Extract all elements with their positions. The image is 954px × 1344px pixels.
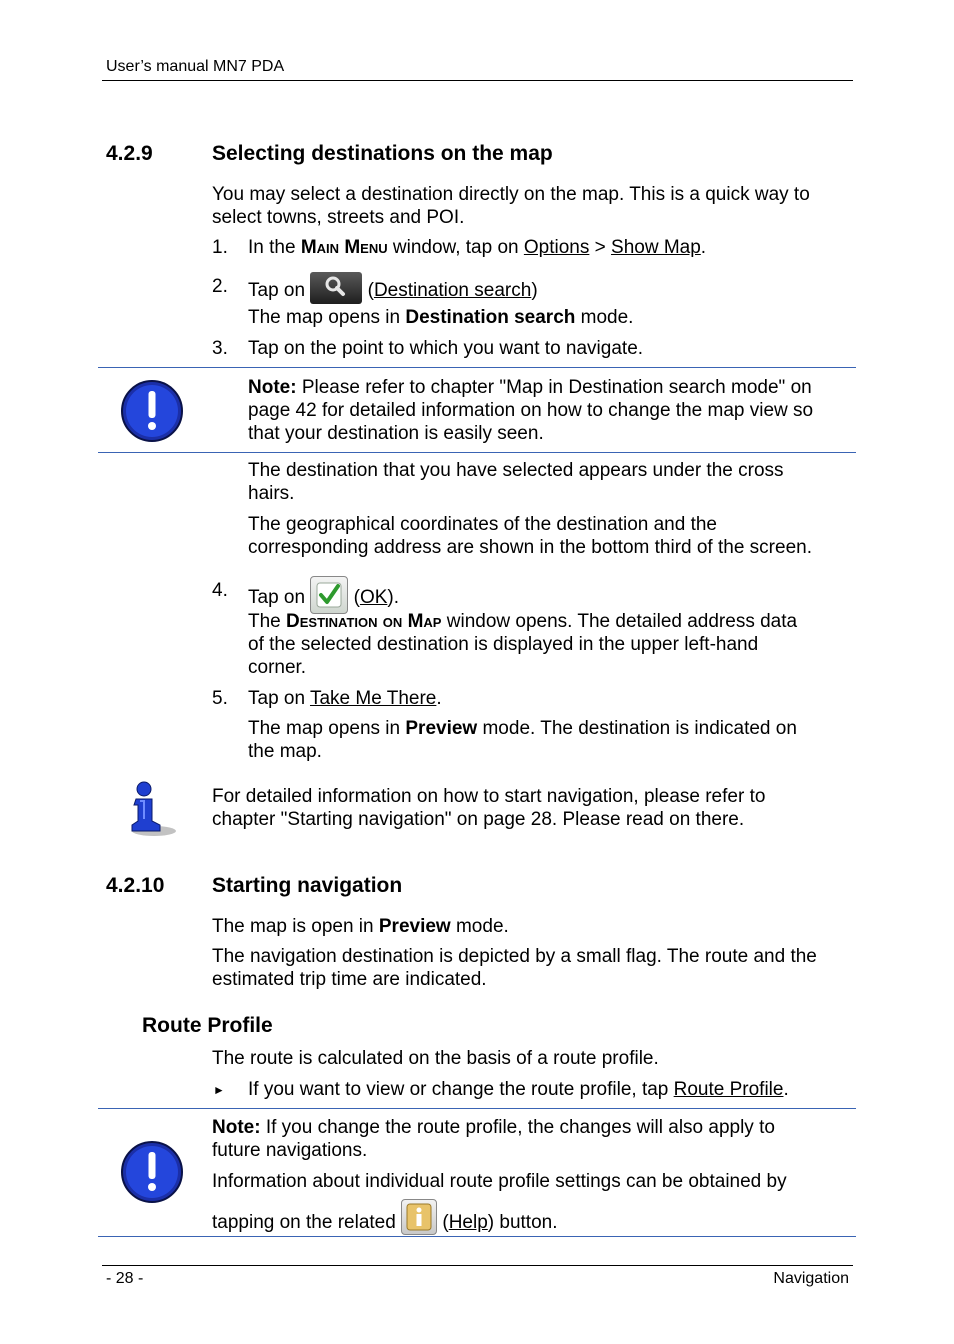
ok-link[interactable]: OK — [359, 587, 388, 609]
header-rule — [102, 80, 853, 81]
checkmark-icon — [311, 577, 347, 613]
step-1 — [248, 236, 706, 259]
destination-on-map-name: Destination on Map — [286, 611, 442, 632]
step-5-number: 5. — [212, 688, 228, 709]
step-1-end: . — [700, 237, 707, 258]
step-4-paren: ( — [348, 587, 360, 609]
note-2-icon — [120, 1140, 184, 1204]
step-3-number: 3. — [212, 338, 228, 359]
destination-search-button[interactable] — [310, 272, 362, 304]
take-me-there-link[interactable]: Take Me There — [309, 688, 437, 709]
step-4-result-end: window opens. The detailed address data — [441, 611, 798, 632]
help-button[interactable] — [401, 1199, 437, 1235]
note-2-line-4-end: ) button. — [487, 1212, 558, 1234]
step-1-text: In the — [248, 237, 301, 258]
bullet-arrow-icon: ► — [213, 1083, 225, 1097]
step-5-result-line-2: the map. — [248, 741, 322, 762]
step-4-paren-close: ). — [387, 587, 399, 609]
note-label: Note: — [248, 377, 297, 398]
step-4-text: Tap on — [248, 587, 311, 609]
exclamation-circle-icon — [120, 379, 184, 443]
section-title: Selecting destinations on the map — [212, 142, 553, 165]
note-1-line-3: that your destination is easily seen. — [248, 423, 544, 444]
starting-nav-para-2-line-1: The navigation destination is depicted by a small flag. The route and the — [212, 946, 817, 967]
step-2-result-end: mode. — [575, 307, 634, 328]
note-2-rule-top — [98, 1108, 856, 1109]
step-4-number: 4. — [212, 580, 228, 601]
preview-mode-2: Preview — [378, 916, 451, 937]
info-line-1: For detailed information on how to start navigation, please refer to — [212, 786, 766, 807]
step-2 — [248, 275, 538, 307]
step-2-result — [248, 306, 633, 329]
note-rule-top — [98, 367, 856, 368]
ok-button[interactable] — [310, 576, 348, 614]
intro-line-1: You may select a destination directly on the map. This is a quick way to — [212, 184, 810, 205]
step-2-paren-close: ) — [531, 280, 538, 302]
footer-section: Navigation — [773, 1270, 849, 1287]
step-5-result-end: mode. The destination is indicated on — [477, 718, 797, 739]
route-profile-link[interactable]: Route Profile — [673, 1079, 784, 1100]
step-4-result-line-2: of the selected destination is displayed in the upper left-hand — [248, 634, 759, 655]
step-1-text-mid: window, tap on — [387, 237, 524, 258]
page-number: - 28 - — [106, 1270, 144, 1287]
para-b-line-2: corresponding address are shown in the bottom third of the screen. — [248, 537, 812, 558]
para-b-line-1: The geographical coordinates of the destination and the — [248, 514, 717, 535]
route-profile-para: The route is calculated on the basis of a route profile. — [212, 1048, 659, 1069]
starting-nav-text: The map is open in — [212, 916, 379, 937]
section-number-2: 4.2.10 — [106, 874, 165, 897]
step-5-result-line-1 — [248, 717, 797, 740]
note-2-line-3: Information about individual route profile settings can be obtained by — [212, 1171, 787, 1192]
info-line-2: chapter "Starting navigation" on page 28. Please read on there. — [212, 809, 745, 830]
route-profile-bullet-end: . — [783, 1079, 789, 1100]
starting-nav-para-2-line-2: estimated trip time are indicated. — [212, 969, 487, 990]
note-1-line-2: page 42 for detailed information on how to change the map view so — [248, 400, 814, 421]
info-i-icon — [402, 1200, 436, 1234]
note-2-label: Note: — [212, 1117, 261, 1138]
note-2-rule-bottom — [98, 1236, 856, 1237]
step-5 — [248, 687, 442, 710]
help-link[interactable]: Help — [448, 1212, 488, 1234]
step-3-text: Tap on the point to which you want to navigate. — [248, 338, 644, 359]
step-1-number: 1. — [212, 237, 228, 258]
route-profile-bullet-text: If you want to view or change the route profile, tap — [248, 1079, 674, 1100]
step-5-end: . — [436, 688, 442, 709]
options-link[interactable]: Options — [523, 237, 590, 258]
starting-nav-text-end: mode. — [450, 916, 509, 937]
step-4-result-line-1 — [248, 610, 797, 633]
main-menu-name: Main Menu — [300, 237, 388, 258]
step-5-text: Tap on — [248, 688, 310, 709]
para-a-line-1: The destination that you have selected appears under the cross — [248, 460, 784, 481]
note-2-line-4-text: tapping on the related — [212, 1212, 402, 1234]
note-2-text: If you change the route profile, the changes will also apply to — [260, 1117, 775, 1138]
section-title-2: Starting navigation — [212, 874, 403, 897]
step-2-paren: ( — [362, 280, 374, 302]
step-2-text: Tap on — [248, 280, 311, 302]
step-2-result-text: The map opens in — [248, 307, 406, 328]
starting-nav-para-1 — [212, 915, 509, 938]
note-2-paren: ( — [437, 1212, 449, 1234]
show-map-link[interactable]: Show Map — [611, 237, 701, 258]
running-header: User’s manual MN7 PDA — [106, 58, 285, 75]
route-profile-bullet — [248, 1078, 789, 1101]
exclamation-circle-icon — [120, 1140, 184, 1204]
para-a-line-2: hairs. — [248, 483, 295, 504]
step-4-result-line-3: corner. — [248, 657, 307, 678]
destination-search-mode: Destination search — [405, 307, 576, 328]
note-1-text: Please refer to chapter "Map in Destination search mode" on — [296, 377, 812, 398]
info-figure-icon — [124, 781, 178, 839]
section-number: 4.2.9 — [106, 142, 153, 165]
note-rule-bottom — [98, 452, 856, 453]
route-profile-heading: Route Profile — [142, 1014, 273, 1037]
step-1-separator: > — [589, 237, 612, 258]
step-2-number: 2. — [212, 276, 228, 297]
footer-rule — [102, 1265, 853, 1266]
step-4-result-text: The — [248, 611, 287, 632]
note-2-line-2: future navigations. — [212, 1140, 368, 1161]
note-1-line-1 — [248, 376, 812, 399]
preview-mode: Preview — [405, 718, 478, 739]
info-icon — [124, 781, 178, 839]
magnifier-icon — [310, 272, 362, 304]
note-2-line-1 — [212, 1116, 775, 1139]
destination-search-link[interactable]: Destination search — [373, 280, 532, 302]
note-icon — [120, 379, 184, 443]
step-5-result-text: The map opens in — [248, 718, 406, 739]
intro-line-2: select towns, streets and POI. — [212, 207, 465, 228]
